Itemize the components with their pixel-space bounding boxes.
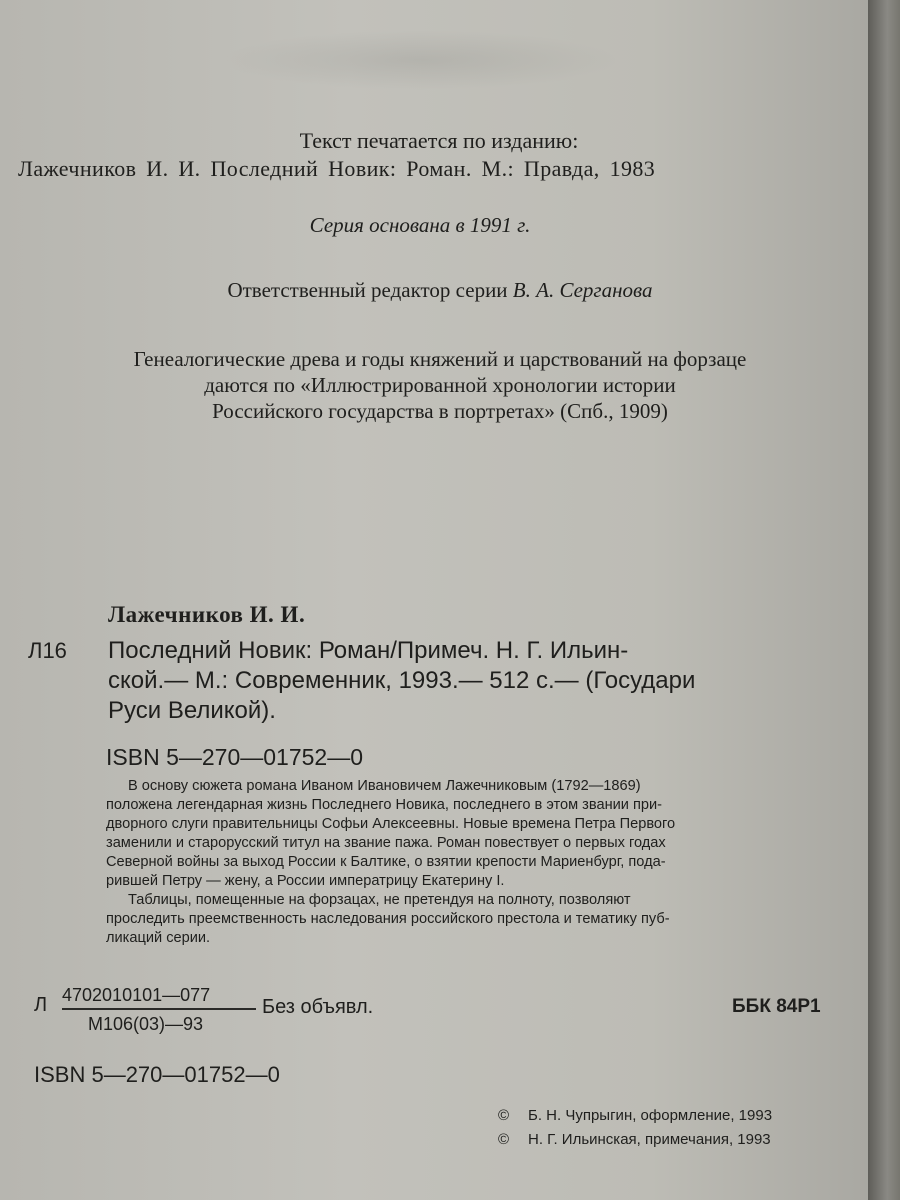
isbn-bottom: ISBN 5—270—01752—0 <box>34 1062 280 1087</box>
bbk-code: ББК 84Р1 <box>732 996 821 1017</box>
copyright-symbol: © <box>498 1107 510 1124</box>
copyright-text: Б. Н. Чупрыгин, оформление, 1993 <box>528 1107 773 1124</box>
editor-label: Ответственный редактор серии <box>227 278 508 302</box>
annotation-line: Северной войны за выход России к Балтике, о взятии крепости Мариенбург, пода- <box>106 854 666 870</box>
no-announcement: Без объявл. <box>262 996 374 1018</box>
catalog-code: Л16 <box>28 638 67 663</box>
biblio-line: ской.— М.: Современник, 1993.— 512 с.— (Государи <box>108 667 696 694</box>
bleed-through-shadow <box>220 30 620 90</box>
biblio-line: Руси Великой). <box>108 697 276 724</box>
annotation-line: заменили и старорусский титул на звание пажа. Роман повествует о первых годах <box>106 835 666 851</box>
genealogy-line: Генеалогические древа и годы княжений и царствований на форзаце <box>133 347 747 371</box>
annotation-line: рившей Петру — жену, а России императрицу Екатерину I. <box>106 873 505 889</box>
price-letter: Л <box>34 994 48 1016</box>
fraction-line <box>62 1008 256 1010</box>
genealogy-note <box>0 346 868 424</box>
annotation-line: проследить преемственность наследования российского престола и тематику пуб- <box>106 911 670 927</box>
source-note-line2: Лажечников И. И. Последний Новик: Роман. М.: Правда, 1983 <box>18 156 656 181</box>
copyright-symbol: © <box>498 1131 510 1148</box>
page-edge-shadow <box>868 0 900 1200</box>
genealogy-line: даются по «Иллюстрированной хронологии истории <box>204 373 676 397</box>
source-note-line1: Текст печатается по изданию: <box>299 128 579 153</box>
bibliographic-description <box>108 636 695 726</box>
copyright-line <box>498 1107 772 1124</box>
annotation <box>106 777 846 948</box>
annotation-line: В основу сюжета романа Иваном Ивановичем Лажечниковым (1792—1869) <box>128 778 641 794</box>
biblio-line: Последний Новик: Роман/Примеч. Н. Г. Ильин- <box>108 637 629 664</box>
copyright-text: Н. Г. Ильинская, примечания, 1993 <box>528 1131 771 1148</box>
catalog-author: Лажечников И. И. <box>108 602 306 627</box>
price-code-numerator: 4702010101—077 <box>62 985 211 1005</box>
price-code-denominator: М106(03)—93 <box>88 1014 204 1034</box>
annotation-line: дворного слуги правительницы Софьи Алексеевны. Новые времена Петра Первого <box>106 816 676 832</box>
series-editor <box>0 278 868 303</box>
series-founded: Серия основана в 1991 г. <box>309 213 531 237</box>
annotation-line: Таблицы, помещенные на форзацах, не претендуя на полноту, позволяют <box>128 892 631 908</box>
copyright-line <box>498 1131 771 1148</box>
editor-name: В. А. Серганова <box>512 278 653 302</box>
annotation-line: ликаций серии. <box>106 930 211 946</box>
annotation-line: положена легендарная жизнь Последнего Новика, последнего в этом звании при- <box>106 797 663 813</box>
catalog-isbn: ISBN 5—270—01752—0 <box>106 744 363 770</box>
genealogy-line: Российского государства в портретах» (Спб., 1909) <box>212 399 668 423</box>
